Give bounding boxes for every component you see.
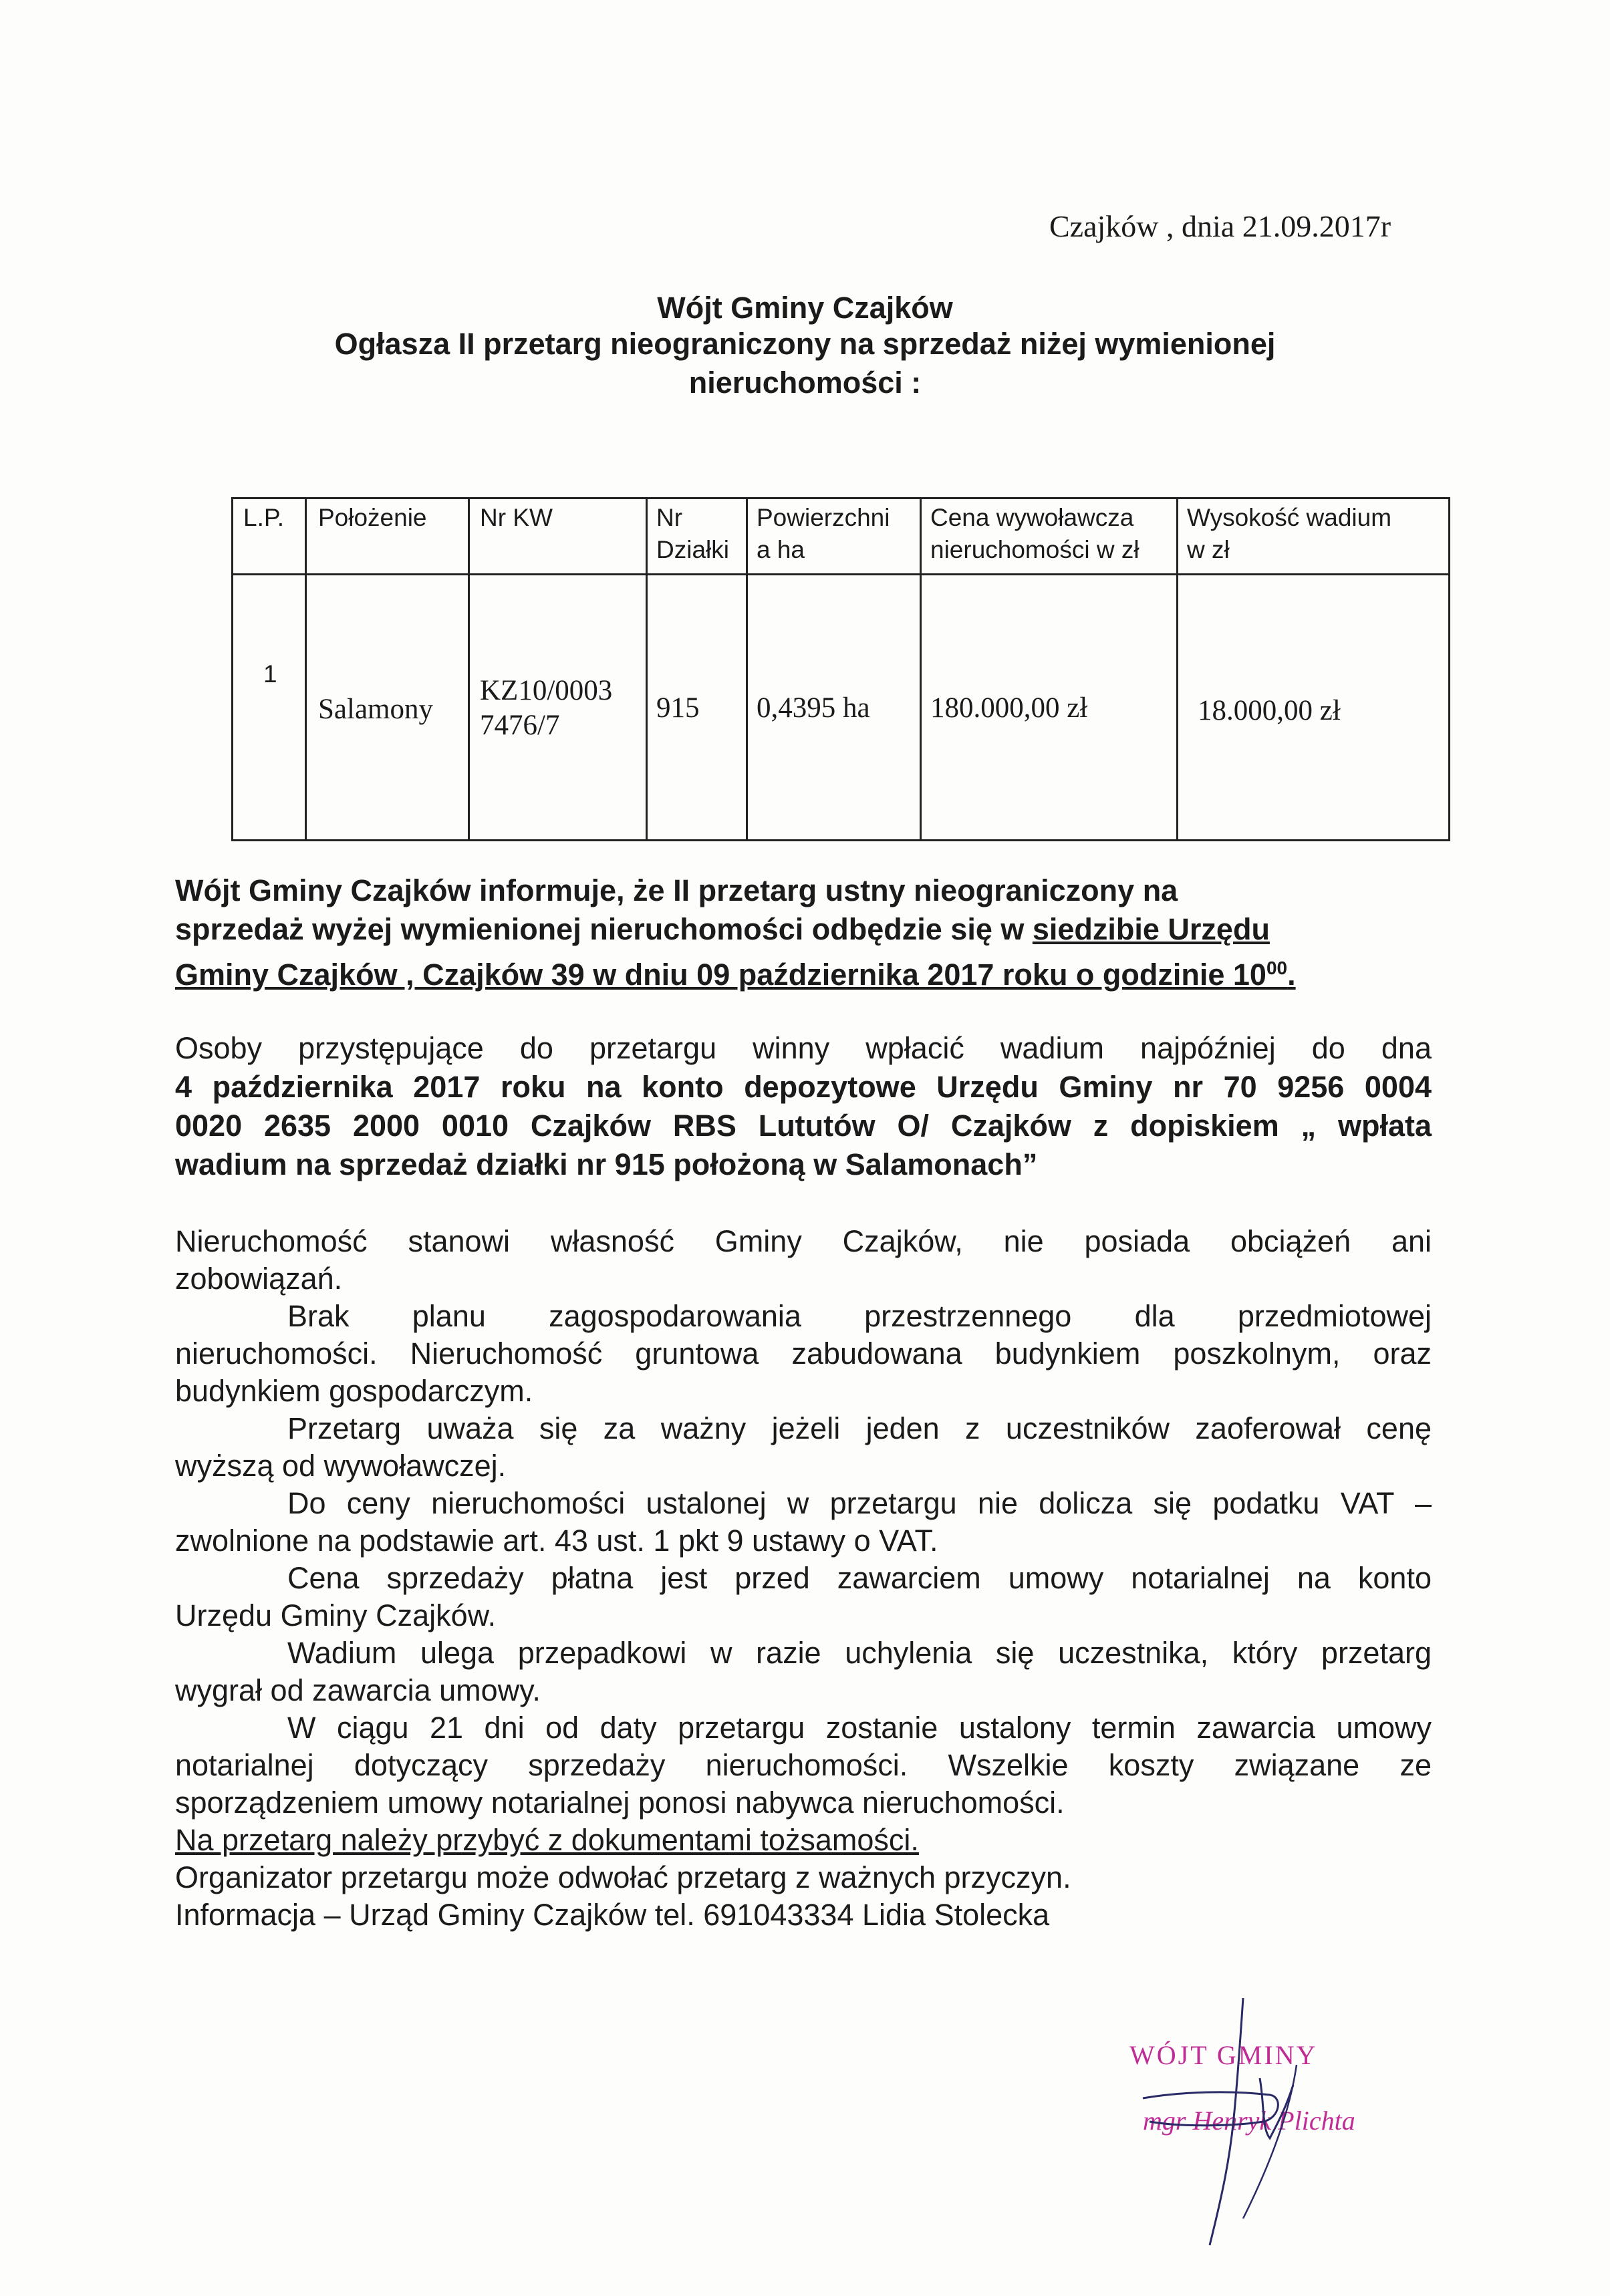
title-line-3: nieruchomości :	[688, 366, 922, 400]
terms-p2-line-1: Brak planu zagospodarowania przestrzennego dla przedmiotowej	[287, 1299, 1432, 1333]
terms-p7-line-3: sporządzeniem umowy notarialnej ponosi nabywca nieruchomości.	[175, 1785, 1065, 1820]
deposit-paragraph	[175, 1029, 1432, 1184]
table-border-top	[231, 497, 1450, 499]
stamp-title: WÓJT GMINY	[1129, 2040, 1318, 2070]
terms-p2-line-3: budynkiem gospodarczym.	[175, 1374, 533, 1408]
deposit-line-3: 0020 2635 2000 0010 Czajków RBS Lututów O/ Czajków z dopiskiem „ wpłata	[175, 1109, 1432, 1143]
inform-location-underlined: siedzibie Urzędu	[1032, 912, 1270, 946]
inform-date-time: Gminy Czajków , Czajków 39 w dniu 09 października 2017 roku o godzinie 10	[175, 958, 1266, 992]
header-cena-2: nieruchomości w zł	[930, 536, 1139, 563]
inform-line-3	[175, 949, 1418, 994]
inform-line-1: Wójt Gminy Czajków informuje, że II przetarg ustny nieograniczony na	[175, 873, 1178, 907]
terms-p6-line-2: wygrał od zawarcia umowy.	[175, 1673, 541, 1707]
table-col-divider	[1176, 497, 1178, 841]
terms-p3-line-1: Przetarg uważa się za ważny jeżeli jeden z uczestników zaoferował cenę	[287, 1411, 1432, 1445]
table-col-divider	[468, 497, 470, 841]
terms-cancellation-note: Organizator przetargu może odwołać przetarg z ważnych przyczyn.	[175, 1860, 1071, 1894]
header-powierzchnia-1: Powierzchni	[757, 504, 890, 531]
header-wadium-1: Wysokość wadium	[1187, 504, 1392, 531]
title-line-2: Ogłasza II przetarg nieograniczony na sprzedaż niżej wymienionej	[334, 327, 1276, 361]
header-cena-1: Cena wywoławcza	[930, 504, 1134, 531]
inform-time-superscript: 00	[1266, 958, 1288, 978]
row-powierzchnia: 0,4395 ha	[757, 692, 870, 724]
row-nr-dzialki: 915	[656, 692, 700, 724]
row-polozenie: Salamony	[318, 694, 433, 725]
terms-p4-line-2: zwolnione na podstawie art. 43 ust. 1 pkt 9 ustawy o VAT.	[175, 1524, 938, 1558]
table-border-left	[231, 497, 233, 841]
header-nr-kw: Nr KW	[480, 504, 553, 531]
inform-line-2	[175, 910, 1418, 949]
inform-line-3-end: .	[1287, 958, 1296, 992]
table-header-divider	[231, 573, 1450, 575]
header-nr-dzialki-1: Nr	[656, 504, 683, 531]
header-powierzchnia-2: a ha	[757, 536, 805, 563]
table-col-divider	[305, 497, 307, 841]
terms-p3-line-2: wyższą od wywoławczej.	[175, 1449, 507, 1483]
title-line-1: Wójt Gminy Czajków	[657, 291, 953, 325]
terms-p2-line-2: nieruchomości. Nieruchomość gruntowa zabudowana budynkiem poszkolnym, oraz	[175, 1336, 1432, 1371]
deposit-line-2: 4 października 2017 roku na konto depozytowe Urzędu Gminy nr 70 9256 0004	[175, 1070, 1432, 1104]
document-date: Czajków , dnia 21.09.2017r	[1049, 209, 1391, 243]
header-wadium-2: w zł	[1187, 536, 1230, 563]
terms-p1-line-1: Nieruchomość stanowi własność Gminy Czajków, nie posiada obciążeń ani	[175, 1224, 1432, 1258]
row-nr-kw-2: 7476/7	[480, 710, 560, 741]
auction-information	[175, 871, 1418, 994]
row-nr-kw-1: KZ10/0003	[480, 675, 613, 706]
terms-p5-line-1: Cena sprzedaży płatna jest przed zawarciem umowy notarialnej na konto	[287, 1561, 1432, 1595]
row-wadium: 18.000,00 zł	[1198, 695, 1341, 726]
table-border-bottom	[231, 839, 1450, 841]
terms-paragraphs	[175, 1223, 1432, 1934]
terms-contact-info: Informacja – Urząd Gminy Czajków tel. 691043334 Lidia Stolecka	[175, 1898, 1050, 1932]
terms-identity-note: Na przetarg należy przybyć z dokumentami tożsamości.	[175, 1823, 919, 1857]
terms-p1-line-2: zobowiązań.	[175, 1262, 343, 1296]
deposit-line-1: Osoby przystępujące do przetargu winny wpłacić wadium najpóźniej do dna	[175, 1031, 1432, 1065]
table-border-right	[1448, 497, 1450, 841]
terms-p6-line-1: Wadium ulega przepadkowi w razie uchylenia się uczestnika, który przetarg	[287, 1636, 1432, 1670]
row-lp: 1	[263, 660, 277, 688]
table-col-divider	[920, 497, 922, 841]
stamp-name: mgr Henryk Plichta	[1143, 2106, 1355, 2136]
header-polozenie: Położenie	[318, 504, 427, 531]
terms-p5-line-2: Urzędu Gminy Czajków.	[175, 1598, 497, 1632]
inform-line-2-text: sprzedaż wyżej wymienionej nieruchomości odbędzie się w	[175, 912, 1033, 946]
official-stamp-signature	[1109, 1991, 1457, 2272]
terms-p4-line-1: Do ceny nieruchomości ustalonej w przetargu nie dolicza się podatku VAT –	[287, 1486, 1432, 1520]
table-col-divider	[646, 497, 648, 841]
table-col-divider	[746, 497, 748, 841]
deposit-line-4: wadium na sprzedaż działki nr 915 położoną w Salamonach”	[175, 1147, 1038, 1181]
header-nr-dzialki-2: Działki	[656, 536, 729, 563]
property-table	[231, 497, 1450, 843]
terms-p7-line-2: notarialnej dotyczący sprzedaży nieruchomości. Wszelkie koszty związane ze	[175, 1748, 1432, 1782]
terms-p7-line-1: W ciągu 21 dni od daty przetargu zostanie ustalony termin zawarcia umowy	[287, 1711, 1432, 1745]
row-cena: 180.000,00 zł	[930, 692, 1088, 724]
handwritten-signature-icon	[1109, 1991, 1457, 2272]
header-lp: L.P.	[243, 504, 285, 531]
